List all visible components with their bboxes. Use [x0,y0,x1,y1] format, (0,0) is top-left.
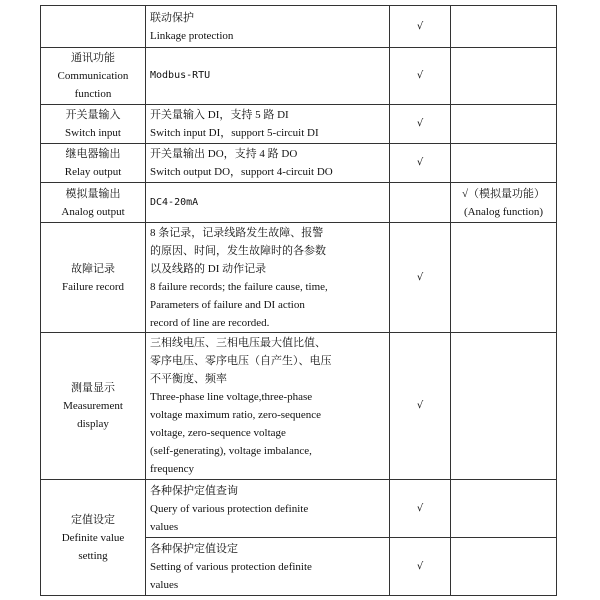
extra-cell [451,6,557,48]
table-row [41,105,557,144]
check-mark: √ [390,538,451,596]
function-cell: 模拟量输出 Analog output [41,183,146,223]
table-row [41,144,557,183]
extra-cell: √（模拟量功能） (Analog function) [451,183,557,223]
check-mark: √ [390,6,451,48]
check-mark: √ [390,480,451,538]
table-row [41,223,557,333]
protection-function-table [40,5,557,596]
extra-cell [451,105,557,144]
table-row [41,333,557,480]
function-cell: 通讯功能 Communication function [41,48,146,105]
extra-cell [451,538,557,596]
extra-cell [451,48,557,105]
description-cell: 联动保护 Linkage protection [146,6,390,48]
check-mark: √ [390,223,451,333]
function-cell: 故障记录 Failure record [41,223,146,333]
check-mark: √ [390,333,451,480]
description-cell: DC4-20mA [146,183,390,223]
description-cell: 开关量输入 DI，支持 5 路 DI Switch input DI，support 5-circuit DI [146,105,390,144]
check-mark: √ [390,105,451,144]
function-cell: 继电器输出 Relay output [41,144,146,183]
description-cell: 各种保护定值查询 Query of various protection definite values [146,480,390,538]
extra-cell [451,333,557,480]
table-row [41,183,557,223]
description-cell: Modbus-RTU [146,48,390,105]
function-cell [41,6,146,48]
table-row [41,48,557,105]
extra-cell [451,144,557,183]
description-cell: 三相线电压、三相电压最大值比值、 零序电压、零序电压（自产生）、电压 不平衡度、频率 Three-phase line voltage,three-phase voltage maximum ratio, zero-sequence voltage, zero-sequence voltage (self-generating), voltage imbalance, frequency [146,333,390,480]
table-row [41,480,557,538]
extra-cell [451,480,557,538]
function-cell: 定值设定 Definite value setting [41,480,146,596]
function-cell: 测量显示 Measurement display [41,333,146,480]
check-mark [390,183,451,223]
extra-cell [451,223,557,333]
description-cell: 8 条记录，记录线路发生故障、报警 的原因、时间，发生故障时的各参数 以及线路的 DI 动作记录 8 failure records; the failure cause, time, Parameters of failure and DI action record of line are recorded. [146,223,390,333]
description-cell: 开关量输出 DO，支持 4 路 DO Switch output DO，support 4-circuit DO [146,144,390,183]
description-cell: 各种保护定值设定 Setting of various protection definite values [146,538,390,596]
check-mark: √ [390,48,451,105]
table-row [41,6,557,48]
function-cell: 开关量输入 Switch input [41,105,146,144]
check-mark: √ [390,144,451,183]
